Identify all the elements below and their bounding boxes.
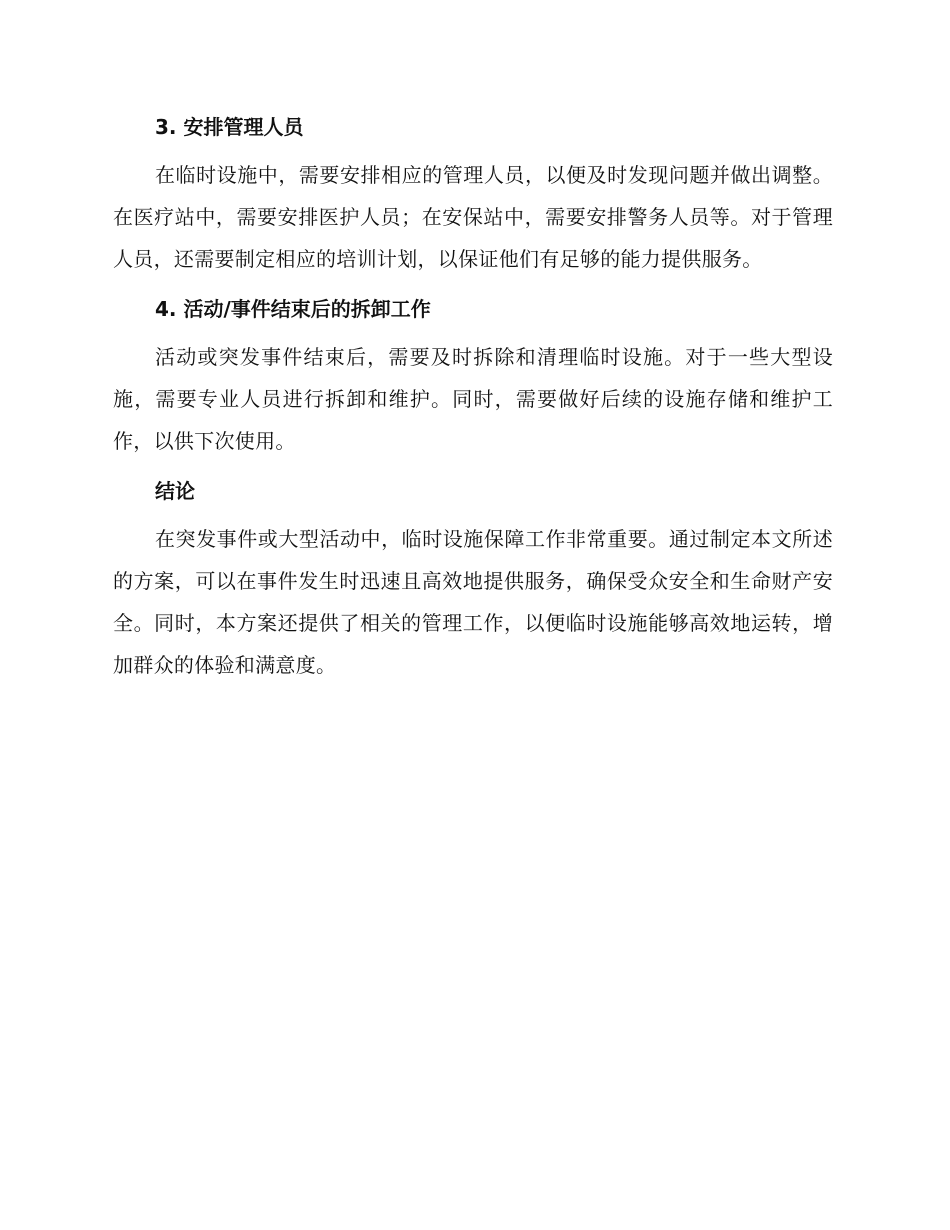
section-paragraph-arrange-staff: 在临时设施中，需要安排相应的管理人员，以便及时发现问题并做出调整。在医疗站中，需要安排医护人员；在安保站中，需要安排警务人员等。对于管理人员，还需要制定相应的培训计划，以保证他们有足够的能力提供服务。 — [113, 163, 833, 271]
section-heading-arrange-staff: 3. 安排管理人员 — [155, 115, 304, 139]
section-paragraph-dismantling: 活动或突发事件结束后，需要及时拆除和清理临时设施。对于一些大型设施，需要专业人员进行拆卸和维护。同时，需要做好后续的设施存储和维护工作，以供下次使用。 — [113, 345, 833, 453]
section-heading-dismantling: 4. 活动/事件结束后的拆卸工作 — [155, 297, 431, 321]
document-body — [113, 108, 833, 686]
section-heading-conclusion: 结论 — [155, 479, 195, 503]
section-paragraph-conclusion: 在突发事件或大型活动中，临时设施保障工作非常重要。通过制定本文所述的方案，可以在事件发生时迅速且高效地提供服务，确保受众安全和生命财产安全。同时，本方案还提供了相关的管理工作，以便临时设施能够高效地运转，增加群众的体验和满意度。 — [113, 527, 833, 677]
